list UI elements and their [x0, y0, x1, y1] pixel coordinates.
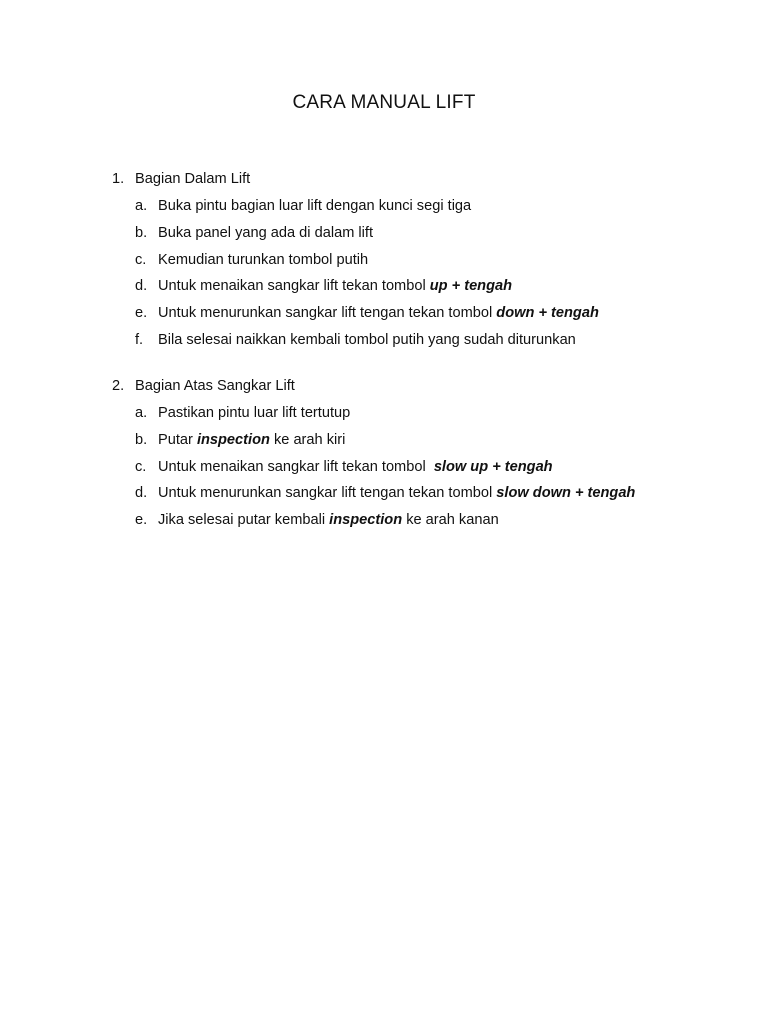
item-text-after: ke arah kanan — [402, 512, 499, 529]
step-list — [112, 196, 732, 357]
item-letter: e. — [135, 512, 148, 529]
item-text-main: Untuk menaikan sangkar lift tekan tombol — [158, 278, 430, 295]
item-text — [158, 330, 576, 350]
item-text — [158, 483, 635, 503]
item-text — [158, 303, 599, 323]
list-item — [112, 330, 732, 357]
item-text-main: Buka pintu bagian luar lift dengan kunci segi tiga — [158, 198, 472, 214]
item-letter: b. — [135, 431, 148, 448]
item-text-main: Kemudian turunkan tombol putih — [158, 251, 369, 268]
section-heading — [112, 169, 732, 191]
item-letter: e. — [135, 305, 148, 322]
list-item — [112, 457, 732, 484]
item-letter: a. — [135, 405, 148, 421]
item-text-emphasis: slow down + tengah — [496, 485, 636, 502]
section-number: 2. — [112, 378, 125, 394]
item-text-emphasis: inspection — [196, 431, 270, 448]
section-heading-text: Bagian Dalam Lift — [135, 171, 251, 187]
list-item — [112, 223, 732, 250]
item-text-main: Buka panel yang ada di dalam lift — [158, 224, 373, 241]
item-text-main: Putar — [158, 431, 197, 448]
item-text-main: Untuk menaikan sangkar lift tekan tombol — [158, 458, 434, 475]
item-text-main: Jika selesai putar kembali — [158, 512, 330, 529]
item-letter: b. — [135, 224, 148, 241]
section-bagian-atas-sangkar-lift — [112, 376, 732, 537]
item-letter: d. — [135, 485, 148, 502]
step-list — [112, 403, 732, 537]
list-item — [112, 483, 732, 510]
list-item — [112, 276, 732, 303]
item-text — [158, 430, 345, 450]
item-text — [158, 250, 368, 270]
list-item — [112, 430, 732, 457]
item-text-emphasis: slow up + tengah — [433, 458, 553, 475]
list-item — [112, 510, 732, 537]
item-letter: d. — [135, 278, 148, 295]
item-text-after: ke arah kiri — [269, 431, 346, 448]
section-number: 1. — [112, 171, 125, 187]
item-text-emphasis: up + tengah — [429, 278, 513, 295]
section-heading-text: Bagian Atas Sangkar Lift — [135, 378, 295, 394]
list-item — [112, 403, 732, 430]
document-title: CARA MANUAL LIFT — [292, 92, 476, 113]
section-bagian-dalam-lift — [112, 169, 732, 357]
item-text-main: Pastikan pintu luar lift tertutup — [158, 405, 351, 421]
item-text — [158, 276, 512, 296]
item-text-main: Untuk menurunkan sangkar lift tengan tekan tombol — [158, 305, 497, 322]
item-text — [158, 403, 350, 423]
item-text — [158, 510, 499, 530]
item-text-main: Bila selesai naikkan kembali tombol putih yang sudah diturunkan — [158, 331, 576, 348]
item-text-emphasis: down + tengah — [496, 305, 599, 322]
list-item — [112, 303, 732, 330]
item-letter: a. — [135, 198, 148, 214]
item-letter: f. — [135, 331, 144, 348]
item-text — [158, 196, 471, 216]
item-text — [158, 223, 373, 243]
item-letter: c. — [135, 458, 147, 475]
item-letter: c. — [135, 251, 147, 268]
list-item — [112, 196, 732, 223]
section-heading — [112, 376, 732, 398]
list-item — [112, 250, 732, 277]
item-text-main: Untuk menurunkan sangkar lift tengan tekan tombol — [158, 485, 497, 502]
item-text — [158, 457, 553, 477]
item-text-emphasis: inspection — [329, 512, 403, 529]
